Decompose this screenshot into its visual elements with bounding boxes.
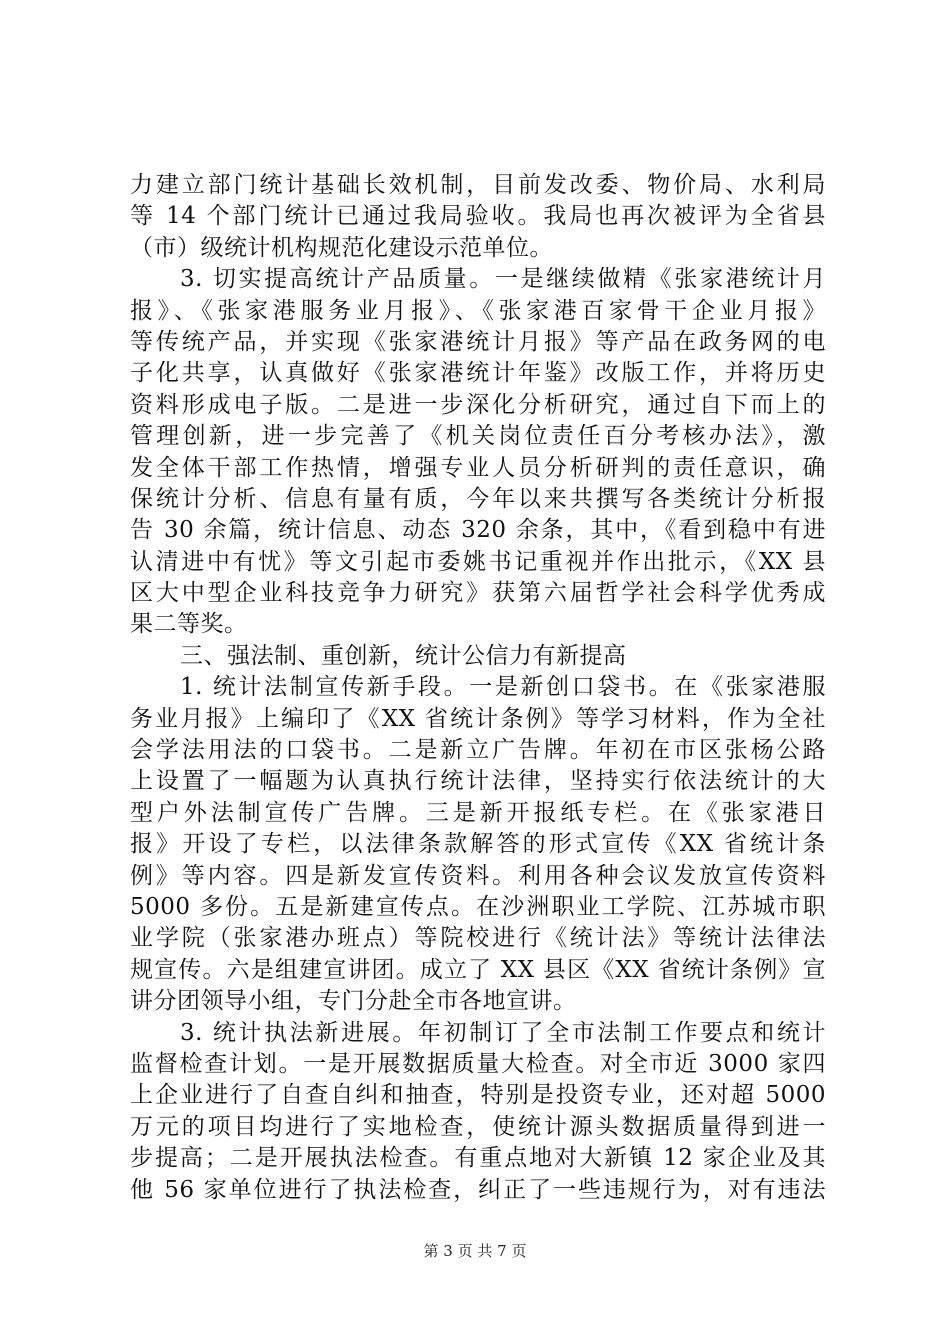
text-line: 告 30 余篇，统计信息、动态 320 余条，其中，《看到稳中有进 [130, 517, 826, 544]
text-line: 上设置了一幅题为认真执行统计法律，坚持实行依法统计的大 [130, 768, 826, 795]
text-line: 型户外法制宣传广告牌。三是新开报纸专栏。在《张家港日 [130, 799, 826, 826]
text-line: 务业月报》上编印了《XX 省统计条例》等学习材料，作为全社 [130, 705, 826, 732]
text-line: 报》、《张家港服务业月报》、《张家港百家骨干企业月报》 [130, 297, 826, 324]
text-line: 报》开设了专栏，以法律条款解答的形式宣传《XX 省统计条 [130, 831, 826, 858]
text-line: 万元的项目均进行了实地检查，使统计源头数据质量得到进一 [130, 1113, 826, 1140]
text-line: 管理创新，进一步完善了《机关岗位责任百分考核办法》，激 [130, 423, 826, 450]
text-line: 业学院（张家港办班点）等院校进行《统计法》等统计法律法 [130, 925, 826, 952]
text-line: 会学法用法的口袋书。二是新立广告牌。年初在市区张杨公路 [130, 737, 826, 764]
text-line: 资料形成电子版。二是进一步深化分析研究，通过自下而上的 [130, 391, 826, 418]
text-line: 他 56 家单位进行了执法检查，纠正了一些违规行为，对有违法 [130, 1176, 826, 1203]
document-body [130, 170, 826, 1206]
text-line: 规宣传。六是组建宣讲团。成立了 XX 县区《XX 省统计条例》宣 [130, 956, 826, 983]
text-line: 讲分团领导小组，专门分赴全市各地宣讲。 [130, 988, 577, 1015]
text-line: 步提高；二是开展执法检查。有重点地对大新镇 12 家企业及其 [130, 1145, 826, 1172]
text-line: 监督检查计划。一是开展数据质量大检查。对全市近 3000 家四 [130, 1050, 826, 1077]
text-line: 上企业进行了自查自纠和抽查，特别是投资专业，还对超 5000 [130, 1082, 826, 1109]
text-line: 三、强法制、重创新，统计公信力有新提高 [180, 642, 627, 669]
text-line: （市）级统计机构规范化建设示范单位。 [130, 234, 553, 261]
text-line: 等 14 个部门统计已通过我局验收。我局也再次被评为全省县 [130, 203, 826, 230]
text-line: 等传统产品，并实现《张家港统计月报》等产品在政务网的电 [130, 328, 826, 355]
text-line: 区大中型企业科技竞争力研究》获第六届哲学社会科学优秀成 [130, 580, 826, 607]
page-number-footer: 第 3 页 共 7 页 [423, 1242, 527, 1260]
text-line: 例》等内容。四是新发宣传资料。利用各种会议发放宣传资料 [130, 862, 826, 889]
text-line: 3. 切实提高统计产品质量。一是继续做精《张家港统计月 [180, 266, 826, 293]
text-line: 1. 统计法制宣传新手段。一是新创口袋书。在《张家港服 [180, 674, 826, 701]
text-line: 保统计分析、信息有量有质，今年以来共撰写各类统计分析报 [130, 485, 826, 512]
text-line: 力建立部门统计基础长效机制，目前发改委、物价局、水利局 [130, 172, 826, 198]
text-line: 果二等奖。 [130, 611, 248, 638]
text-line: 子化共享，认真做好《张家港统计年鉴》改版工作，并将历史 [130, 360, 826, 387]
text-line: 5000 多份。五是新建宣传点。在沙洲职业工学院、江苏城市职 [130, 893, 826, 920]
text-line: 发全体干部工作热情，增强专业人员分析研判的责任意识，确 [130, 454, 826, 481]
text-line: 认清进中有忧》等文引起市委姚书记重视并作出批示，《XX 县 [130, 548, 826, 575]
text-line: 3. 统计执法新进展。年初制订了全市法制工作要点和统计 [180, 1019, 826, 1046]
